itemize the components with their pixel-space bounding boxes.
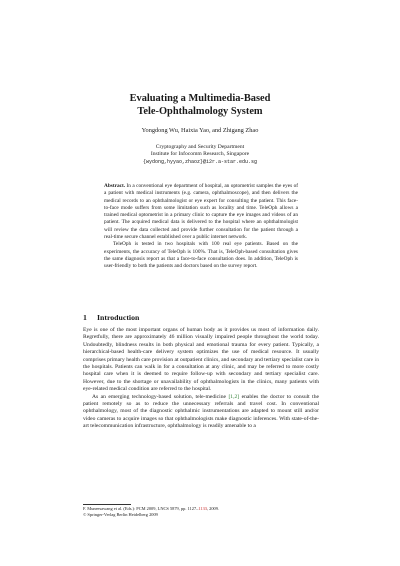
publication-footer <box>83 506 319 517</box>
abstract-paragraph-2: TeleOph is tested in two hospitals with 100 real eye patients. Based on the experiments, the accuracy of TeleOph is 100%. That is, TeleOph-based consultation gives the same diagnosis report as that a face-to-face consultation does. In addition, TeleOph is user-friendly to both the patients and doctors based on the survey report. <box>104 241 298 270</box>
citation-link[interactable]: [1,2] <box>228 393 240 400</box>
body-paragraph-2-rest: enables the doctor to consult the patient remotely so as to reduce the unnecessary referrals and travel cost. In conventional ophthalmology, most of the diagnostic ophthalmic instrumentations are adapted to mount still and/or video cameras to acquire images so that ophthalmologists make diagnostic inferences. With state-of-the-art telecommunication infrastructure, ophthalmology is readily amenable to a <box>83 393 319 430</box>
affiliation <box>60 144 340 166</box>
footer-page-link[interactable]: 1133 <box>198 506 207 511</box>
abstract-paragraph-1 <box>104 183 298 241</box>
footer-citation-text: F. Muneesawang et al. (Eds.): PCM 2009, LNCS 5879, pp. 1127– <box>83 506 199 511</box>
abstract <box>104 183 298 271</box>
body-paragraph-2-start: As an emerging technology-based solution, tele-medicine <box>92 393 229 400</box>
footer-copyright: © Springer-Verlag Berlin Heidelberg 2009 <box>83 511 158 517</box>
paper-title <box>60 92 340 118</box>
abstract-label: Abstract. <box>104 183 126 189</box>
author-email: {wydong,hyyao,zhaoz}@i2r.a-star.edu.sg <box>142 158 258 165</box>
body-paragraph-2 <box>83 394 319 431</box>
section-title: Introduction <box>97 313 140 322</box>
author-list: Yongdong Wu, Haixia Yao, and Zhigang Zhao <box>141 127 259 134</box>
section-number: 1 <box>83 313 87 322</box>
affiliation-department: Cryptography and Security Department <box>155 144 245 150</box>
title-line-2: Tele-Ophthalmology System <box>137 106 263 117</box>
section-heading <box>83 313 139 322</box>
footer-year: , 2009. <box>206 506 220 511</box>
title-line-1: Evaluating a Multimedia-Based <box>129 93 271 104</box>
abstract-text-1: In a conventional eye department of hospital, an optometrist samples the eyes of a patient with medical instruments (e.g. camera, ophthalmoscope), and then delivers the medical records to an ophthalmologist or eye expert for consulting the patient. This face-to-face mode suffers from some limitation such as locality and time. TeleOph allows a trained medical optometrist in a primary clinic to capture the eye images and videos of an patient. The acquired medical data is delivered to the hospital where an ophthalmologist will review the data collected and provide further consultation for the patient through a real-time secure channel established over a public internet network. <box>104 183 298 241</box>
footnote-rule <box>83 504 131 505</box>
affiliation-institute: Institute for Infocomm Research, Singapore <box>150 151 250 158</box>
body-paragraph-1: Eye is one of the most important organs of human body as it provides us most of information daily. Regretfully, there are approximately 46 million visually impaired people throughout the world today. Undoubtedly, blindness results in both physical and emotional trauma for every patient. Typically, a hierarchical-based health-care delivery system optimizes the use of medical resource. It usually comprises primary health care provision at outpatient clinics, and secondary and tertiary specialist care in the hospitals. Patients can walk in for a consultation at any clinic, and may be referred to more costly hospital care when it is deemed to require follow-up with secondary and tertiary specialist care. However, due to the shortage or unavailability of ophthalmologists in the clinics, many patients with eye-related medical condition are referred to the hospital. <box>83 327 319 393</box>
body-text <box>83 327 319 431</box>
